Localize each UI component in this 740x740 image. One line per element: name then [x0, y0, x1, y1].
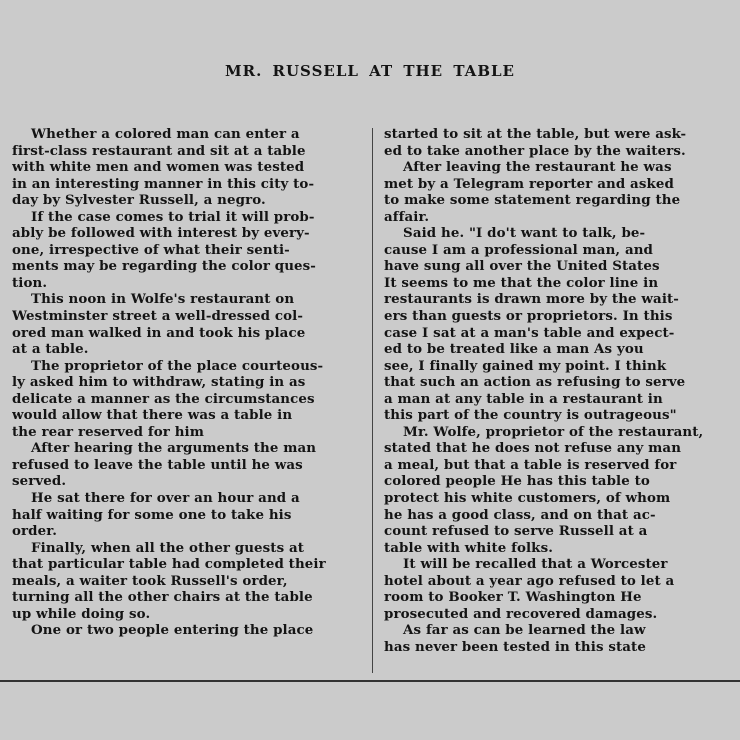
text-line: the rear reserved for him: [12, 423, 204, 440]
text-line: hotel about a year ago refused to let a: [384, 572, 675, 589]
text-line: served.: [12, 473, 67, 490]
text-line: meals, a waiter took Russell's order,: [12, 572, 288, 589]
text-line: prosecuted and recovered damages.: [384, 605, 658, 622]
text-line: cause I am a professional man, and: [384, 241, 654, 258]
text-line: It will be recalled that a Worcester: [384, 556, 668, 573]
text-line: have sung all over the United States: [384, 258, 660, 275]
text-line: room to Booker T. Washington He: [384, 589, 642, 606]
text-line: first-class restaurant and sit at a table: [12, 142, 306, 159]
text-line: up while doing so.: [12, 605, 151, 622]
text-line: case I sat at a man's table and expect-: [384, 324, 675, 341]
text-line: Whether a colored man can enter a: [12, 126, 300, 142]
text-line: He sat there for over an hour and a: [12, 490, 300, 507]
text-line: Finally, when all the other guests at: [12, 539, 305, 556]
text-line: ly asked him to withdraw, stating in as: [12, 374, 306, 391]
text-line: colored people He has this table to: [384, 473, 650, 490]
text-line: ed to take another place by the waiters.: [384, 142, 686, 159]
text-line: met by a Telegram reporter and asked: [384, 175, 674, 192]
text-line: started to sit at the table, but were ask-: [384, 126, 687, 142]
text-line: ed to be treated like a man As you: [384, 341, 644, 358]
text-line: order.: [12, 523, 57, 540]
text-line: After hearing the arguments the man: [12, 440, 317, 457]
text-line: day by Sylvester Russell, a negro.: [12, 192, 266, 209]
bottom-rule: [0, 680, 740, 682]
article-headline: MR. RUSSELL AT THE TABLE: [225, 62, 515, 80]
text-line: delicate a manner as the circumstances: [12, 390, 315, 407]
text-line: in an interesting manner in this city to-: [12, 175, 315, 192]
text-line: Westminster street a well-dressed col-: [12, 308, 304, 325]
text-line: has never been tested in this state: [384, 638, 646, 655]
text-line: affair.: [384, 208, 430, 225]
text-line: that such an action as refusing to serve: [384, 374, 686, 391]
text-line: Said he. "I do't want to talk, be-: [384, 225, 646, 242]
text-line: half waiting for some one to take his: [12, 506, 292, 523]
text-line: to make some statement regarding the: [384, 192, 681, 209]
column-divider: [372, 128, 373, 673]
text-line: tion.: [12, 274, 48, 291]
text-line: If the case comes to trial it will prob-: [12, 208, 315, 225]
text-line: at a table.: [12, 341, 89, 358]
text-line: One or two people entering the place: [12, 622, 314, 639]
right-column: [384, 126, 740, 656]
text-line: stated that he does not refuse any man: [384, 440, 682, 457]
text-line: The proprietor of the place courteous-: [12, 357, 324, 374]
text-line: count refused to serve Russell at a: [384, 523, 648, 540]
text-line: Mr. Wolfe, proprietor of the restaurant,: [384, 423, 704, 440]
text-line: ored man walked in and took his place: [12, 324, 306, 341]
text-line: a meal, but that a table is reserved for: [384, 456, 677, 473]
text-line: As far as can be learned the law: [384, 622, 646, 639]
text-line: one, irrespective of what their senti-: [12, 241, 290, 258]
text-line: see, I finally gained my point. I think: [384, 357, 667, 374]
text-line: table with white folks.: [384, 539, 553, 556]
text-line: this part of the country is outrageous": [384, 407, 677, 424]
text-line: that particular table had completed their: [12, 556, 326, 573]
text-line: After leaving the restaurant he was: [384, 159, 672, 176]
text-line: ers than guests or proprietors. In this: [384, 308, 673, 325]
text-line: would allow that there was a table in: [12, 407, 293, 424]
text-line: protect his white customers, of whom: [384, 490, 671, 507]
text-line: a man at any table in a restaurant in: [384, 390, 663, 407]
text-line: This noon in Wolfe's restaurant on: [12, 291, 295, 308]
text-line: It seems to me that the color line in: [384, 274, 659, 291]
text-line: ments may be regarding the color ques-: [12, 258, 316, 275]
text-line: refused to leave the table until he was: [12, 456, 303, 473]
text-line: with white men and women was tested: [12, 159, 305, 176]
text-line: restaurants is drawn more by the wait-: [384, 291, 679, 308]
text-line: he has a good class, and on that ac-: [384, 506, 656, 523]
text-line: turning all the other chairs at the table: [12, 589, 313, 606]
left-column: [12, 126, 366, 639]
text-line: ably be followed with interest by every-: [12, 225, 310, 242]
